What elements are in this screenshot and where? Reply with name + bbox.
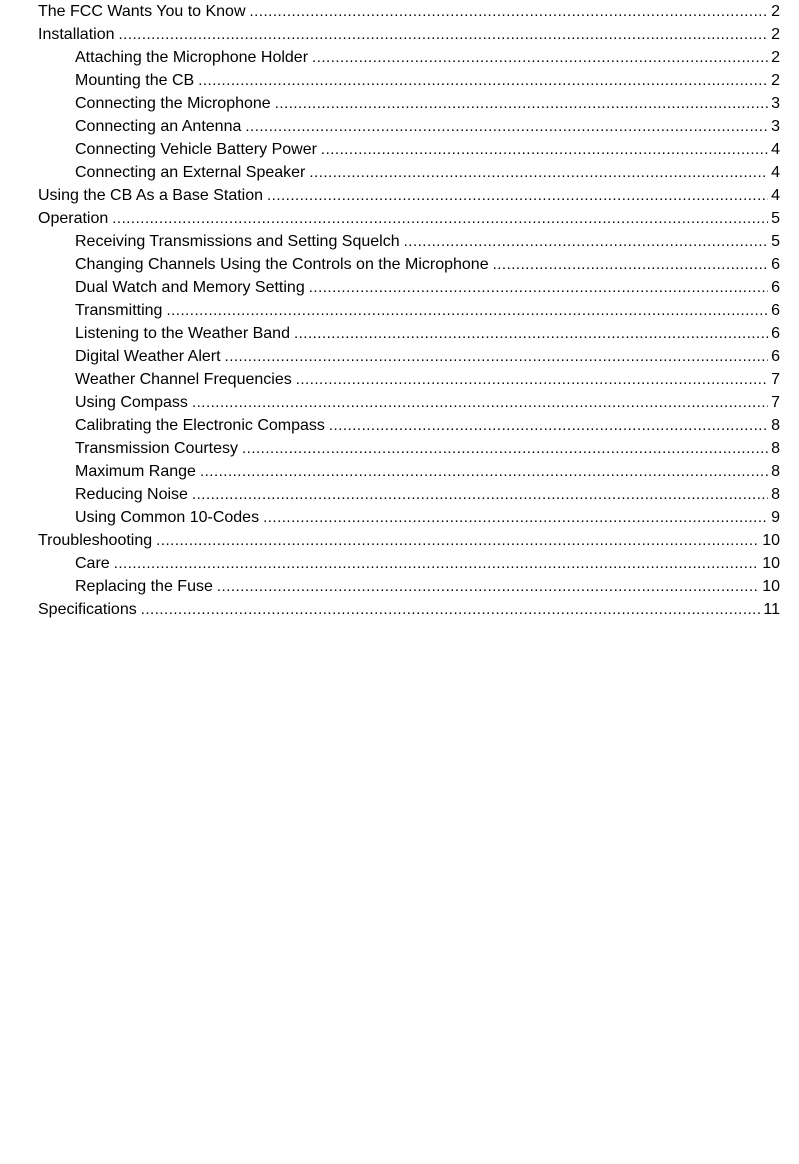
toc-page-number: 4 xyxy=(771,187,780,204)
toc-page-number: 2 xyxy=(771,3,780,20)
toc-dot-leader xyxy=(263,506,768,529)
toc-entry-title: The FCC Wants You to Know xyxy=(38,3,246,20)
toc-dot-leader xyxy=(192,391,768,414)
toc-entry-title: Digital Weather Alert xyxy=(75,348,221,365)
toc-entry[interactable] xyxy=(38,322,780,345)
toc-page-number: 6 xyxy=(771,279,780,296)
toc-page-number: 5 xyxy=(771,210,780,227)
toc-dot-leader xyxy=(329,414,768,437)
toc-entry-title: Listening to the Weather Band xyxy=(75,325,290,342)
toc-entry-title: Operation xyxy=(38,210,109,227)
toc-entry-title: Dual Watch and Memory Setting xyxy=(75,279,305,296)
toc-page-number: 3 xyxy=(771,118,780,135)
toc-dot-leader xyxy=(493,253,769,276)
toc-dot-leader xyxy=(404,230,768,253)
toc-entry[interactable] xyxy=(38,414,780,437)
toc-dot-leader xyxy=(156,529,759,552)
toc-entry[interactable] xyxy=(38,575,780,598)
toc-entry-title: Weather Channel Frequencies xyxy=(75,371,292,388)
toc-page-number: 10 xyxy=(762,578,780,595)
toc-entry[interactable] xyxy=(38,299,780,322)
toc-entry-title: Receiving Transmissions and Setting Squelch xyxy=(75,233,400,250)
toc-entry-title: Troubleshooting xyxy=(38,532,153,549)
toc-dot-leader xyxy=(119,23,769,46)
toc-entry[interactable] xyxy=(38,368,780,391)
toc-entry[interactable] xyxy=(38,598,780,621)
toc-page-number: 4 xyxy=(771,141,780,158)
toc-entry-title: Transmission Courtesy xyxy=(75,440,239,457)
toc-entry[interactable] xyxy=(38,483,780,506)
table-of-contents xyxy=(38,0,780,621)
toc-entry-title: Connecting Vehicle Battery Power xyxy=(75,141,317,158)
toc-entry[interactable] xyxy=(38,184,780,207)
toc-entry[interactable] xyxy=(38,46,780,69)
toc-entry[interactable] xyxy=(38,529,780,552)
toc-entry-title: Using Common 10-Codes xyxy=(75,509,260,526)
toc-dot-leader xyxy=(312,46,768,69)
toc-entry[interactable] xyxy=(38,253,780,276)
toc-entry[interactable] xyxy=(38,207,780,230)
toc-entry[interactable] xyxy=(38,437,780,460)
toc-page-number: 11 xyxy=(763,601,780,618)
toc-page-number: 9 xyxy=(771,509,780,526)
toc-dot-leader xyxy=(192,483,768,506)
toc-entry[interactable] xyxy=(38,115,780,138)
toc-entry[interactable] xyxy=(38,138,780,161)
toc-dot-leader xyxy=(198,69,768,92)
toc-page-number: 8 xyxy=(771,440,780,457)
toc-entry-title: Reducing Noise xyxy=(75,486,188,503)
toc-dot-leader xyxy=(267,184,768,207)
toc-entry[interactable] xyxy=(38,552,780,575)
toc-dot-leader xyxy=(225,345,769,368)
toc-entry[interactable] xyxy=(38,0,780,23)
toc-entry-title: Using Compass xyxy=(75,394,188,411)
toc-dot-leader xyxy=(321,138,768,161)
toc-dot-leader xyxy=(309,161,768,184)
toc-entry-title: Replacing the Fuse xyxy=(75,578,213,595)
toc-page-number: 8 xyxy=(771,417,780,434)
toc-entry[interactable] xyxy=(38,230,780,253)
toc-entry-title: Using the CB As a Base Station xyxy=(38,187,264,204)
toc-page-number: 5 xyxy=(771,233,780,250)
toc-page-number: 10 xyxy=(762,555,780,572)
toc-dot-leader xyxy=(242,437,768,460)
toc-dot-leader xyxy=(294,322,768,345)
toc-entry[interactable] xyxy=(38,460,780,483)
toc-entry-title: Changing Channels Using the Controls on the Microphone xyxy=(75,256,489,273)
toc-entry-title: Connecting an External Speaker xyxy=(75,164,306,181)
toc-entry-title: Transmitting xyxy=(75,302,163,319)
toc-page-number: 7 xyxy=(771,394,780,411)
toc-entry-title: Maximum Range xyxy=(75,463,196,480)
toc-page-number: 7 xyxy=(771,371,780,388)
toc-entry-title: Care xyxy=(75,555,110,572)
toc-entry-title: Connecting an Antenna xyxy=(75,118,242,135)
toc-page-number: 2 xyxy=(771,49,780,66)
toc-dot-leader xyxy=(309,276,768,299)
toc-page-number: 8 xyxy=(771,486,780,503)
toc-page-number: 2 xyxy=(771,72,780,89)
toc-entry[interactable] xyxy=(38,161,780,184)
toc-dot-leader xyxy=(250,0,769,23)
toc-entry[interactable] xyxy=(38,506,780,529)
toc-page-number: 6 xyxy=(771,325,780,342)
toc-dot-leader xyxy=(245,115,768,138)
toc-page-number: 6 xyxy=(771,302,780,319)
toc-entry-title: Attaching the Microphone Holder xyxy=(75,49,309,66)
toc-page-number: 10 xyxy=(762,532,780,549)
toc-entry-title: Calibrating the Electronic Compass xyxy=(75,417,325,434)
toc-dot-leader xyxy=(296,368,768,391)
toc-page-number: 4 xyxy=(771,164,780,181)
toc-entry-title: Mounting the CB xyxy=(75,72,195,89)
toc-dot-leader xyxy=(275,92,768,115)
toc-entry[interactable] xyxy=(38,23,780,46)
toc-page-number: 2 xyxy=(771,26,780,43)
toc-dot-leader xyxy=(141,598,761,621)
toc-entry[interactable] xyxy=(38,92,780,115)
toc-entry[interactable] xyxy=(38,345,780,368)
toc-entry[interactable] xyxy=(38,69,780,92)
toc-page-number: 6 xyxy=(771,348,780,365)
toc-dot-leader xyxy=(114,552,760,575)
toc-dot-leader xyxy=(200,460,768,483)
toc-entry[interactable] xyxy=(38,276,780,299)
toc-page-number: 6 xyxy=(771,256,780,273)
toc-entry-title: Specifications xyxy=(38,601,137,618)
toc-page-number: 8 xyxy=(771,463,780,480)
toc-entry[interactable] xyxy=(38,391,780,414)
toc-entry-title: Connecting the Microphone xyxy=(75,95,271,112)
toc-dot-leader xyxy=(217,575,759,598)
toc-dot-leader xyxy=(166,299,768,322)
toc-page-number: 3 xyxy=(771,95,780,112)
toc-entry-title: Installation xyxy=(38,26,115,43)
toc-dot-leader xyxy=(112,207,768,230)
